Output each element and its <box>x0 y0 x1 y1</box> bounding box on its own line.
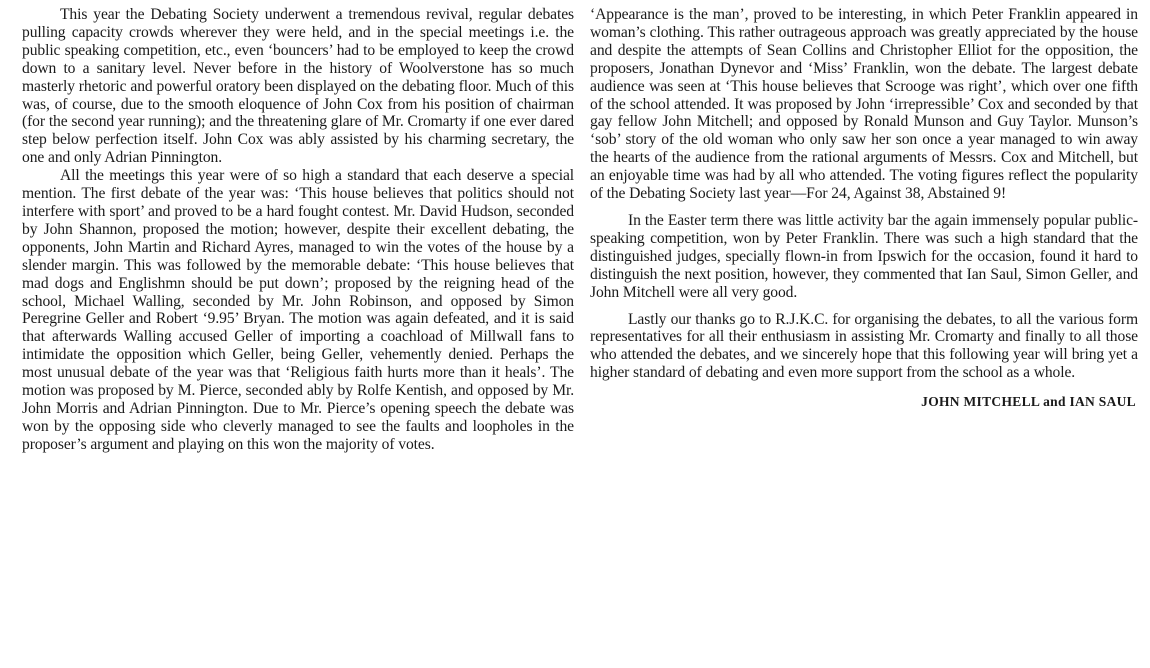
right-column <box>590 6 1138 411</box>
intro-paragraph: This year the Debating Society underwent a tremendous revival, regular debates pulling capacity crowds wherever they were held, and in the special meetings i.e. the public speaking competition, etc., even ‘bouncers’ had to be employed to keep the crowd down to a sanitary level. Never before in the history of Woolverstone has so much masterly rhetoric and powerful oratory been displayed on the debating floor. Much of this was, of course, due to the smooth eloquence of John Cox from his position of chairman (for the second year running); and the threatening glare of Mr. Cromarty if one ever dared step below perfection itself. John Cox was ably assisted by his charming secretary, the one and only Adrian Pinnington. <box>22 6 574 167</box>
thanks-paragraph: Lastly our thanks go to R.J.K.C. for organising the debates, to all the various form representatives for all their enthusiasm in assisting Mr. Cromarty and finally to all those who attended the debates, and we sincerely hope that this following year will bring yet a higher standard of debating and even more support from the school as a whole. <box>590 310 1138 382</box>
author-signature: JOHN MITCHELL and IAN SAUL <box>921 394 1136 410</box>
left-column <box>22 6 574 454</box>
meetings-paragraph: All the meetings this year were of so high a standard that each deserve a special mention. The first debate of the year was: ‘This house believes that politics should not interfere with sport’ and proved to be a hard fought contest. Mr. David Hudson, seconded by John Shannon, proposed the motion; however, despite their excellent debating, the opponents, John Martin and Richard Ayres, managed to win the votes of the house by a slender margin. This was followed by the memorable debate: ‘This house believes that mad dogs and Englishmn should be put down’; proposed by the reigning head of the school, Michael Walling, seconded by Mr. John Robinson, and opposed by Simon Peregrine Geller and Robert ‘9.95’ Bryan. The motion was again defeated, and it is said that afterwards Walling accused Geller of importing a coachload of Millwall fans to intimidate the opposition which Geller, being Geller, vehemently denied. Perhaps the most unusual debate of the year was that ‘Religious faith hurts more than it heals’. The motion was proposed by M. Pierce, seconded ably by Rolfe Kentish, and opposed by Mr. John Morris and Adrian Pinnington. Due to Mr. Pierce’s opening speech the debate was won by the opposing side who cleverly managed to see the faults and loopholes in the proposer’s argument and playing on this won the majority of votes. <box>22 167 574 453</box>
easter-term-paragraph: In the Easter term there was little activity bar the again immensely popular public-speaking competition, won by Peter Franklin. There was such a high standard that the distinguished judges, specially flown-in from Ipswich for the occasion, found it hard to distinguish the next position, however, they commented that Ian Saul, Simon Geller, and John Mitchell were all very good. <box>590 211 1138 301</box>
appearance-debate-paragraph: ‘Appearance is the man’, proved to be interesting, in which Peter Franklin appeared in woman’s clothing. This rather outrageous approach was greatly appreciated by the house and despite the attempts of Sean Collins and Christopher Elliot for the opposition, the proposers, Jonathan Dynevor and ‘Miss’ Franklin, won the debate. The largest debate audience was seen at ‘This house believes that Scrooge was right’, which over one fifth of the school attended. It was proposed by John ‘irrepressible’ Cox and seconded by that gay fellow John Mitchell; and opposed by Ronald Munson and Guy Taylor. Munson’s ‘sob’ story of the old woman who only saw her son once a year managed to win away the hearts of the audience from the rational arguments of Messrs. Cox and Mitchell, but an enjoyable time was had by all who attended. The voting figures reflect the popularity of the Debating Society last year—For 24, Against 38, Abstained 9! <box>590 6 1138 203</box>
